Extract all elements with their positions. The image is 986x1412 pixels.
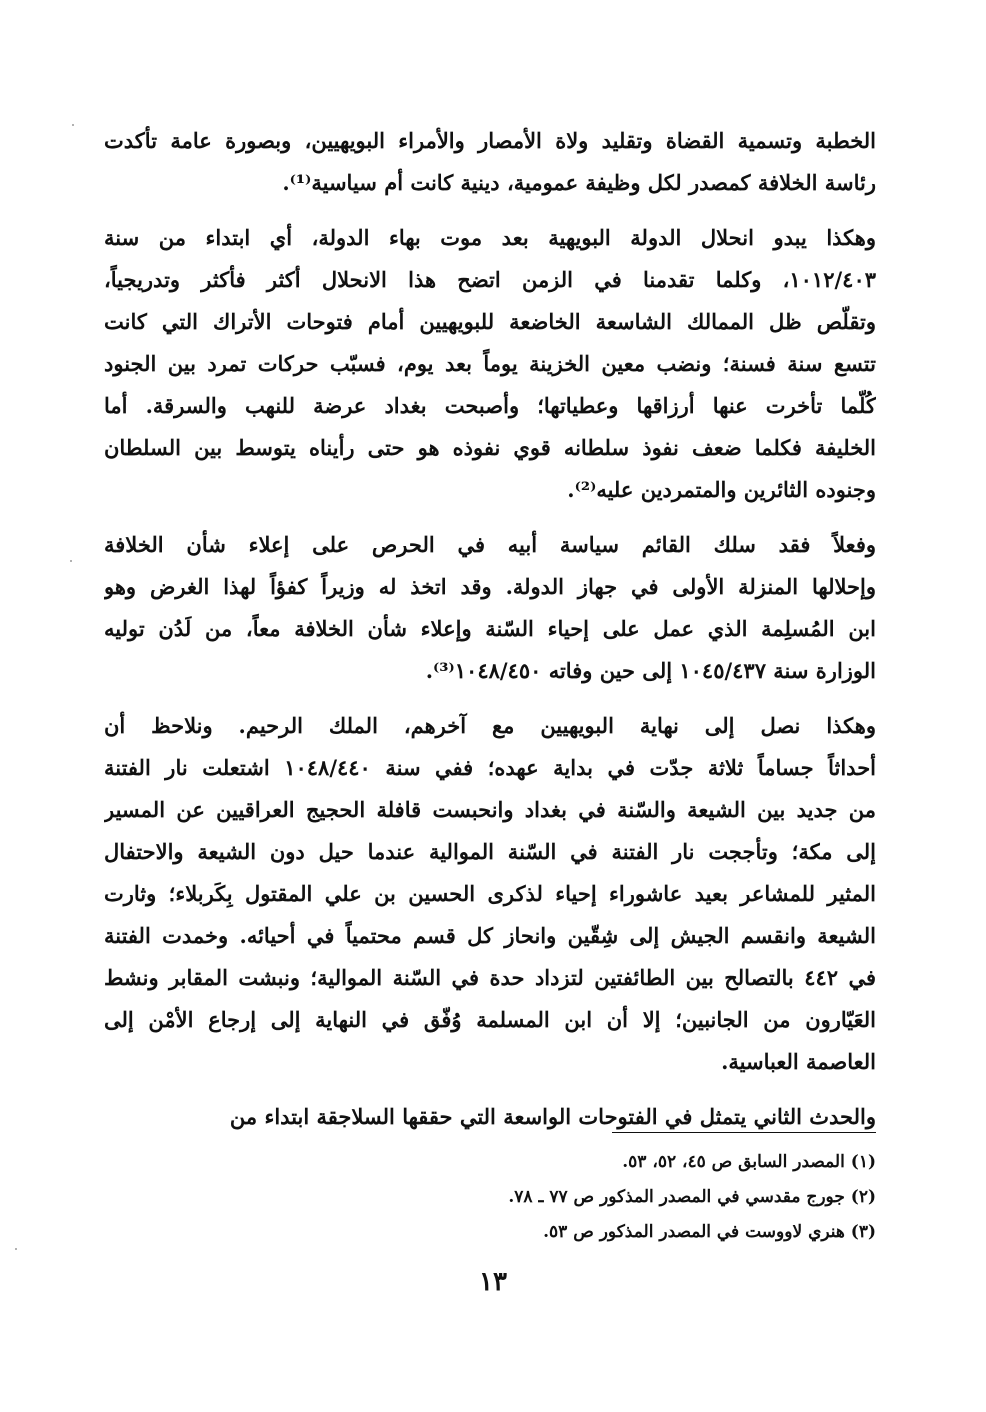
paragraph-gap	[104, 204, 876, 217]
footnote: (٣) هنري لاووست في المصدر المذكور ص ٥٣.	[543, 1222, 876, 1242]
footnotes	[300, 1145, 876, 1250]
text-line: ابن المُسلِمة الذي عمل على إحياء السّنة وإعلاء شأن الخلافة معاً، من لَدُن توليه	[104, 616, 876, 641]
text-line: إلى مكة؛ وتأججت نار الفتنة في السّنة الموالية عندما حيل دون الشيعة والاحتفال	[104, 839, 876, 864]
paragraph	[104, 705, 876, 1083]
text-line: وجنوده الثائرين والمتمردين عليه⁽²⁾.	[567, 477, 876, 502]
text-line: أحداثاً جساماً ثلاثة جدّت في بداية عهده؛ ففي سنة ١٠٤٨/٤٤٠ اشتعلت نار الفتنة	[104, 755, 876, 780]
scan-speck	[70, 560, 72, 562]
paragraph-gap	[104, 511, 876, 524]
footnote-separator	[612, 1132, 876, 1133]
scan-speck	[15, 1248, 17, 1250]
text-line: وهكذا يبدو انحلال الدولة البويهية بعد موت بهاء الدولة، أي ابتداء من سنة	[104, 225, 876, 250]
text-line: في ٤٤٢ بالتصالح بين الطائفتين لتزداد حدة في السّنة الموالية؛ ونبشت المقابر ونشط	[104, 965, 876, 990]
text-line: وفعلاً فقد سلك القائم سياسة أبيه في الحرص على إعلاء شأن الخلافة	[104, 532, 876, 557]
text-line: كُلّما تأخرت عنها أرزاقها وعطياتها؛ وأصبحت بغداد عرضة للنهب والسرقة. أما	[104, 393, 876, 418]
text-line: وإحلالها المنزلة الأولى في جهاز الدولة. وقد اتخذ له وزيراً كفؤاً لهذا الغرض وهو	[104, 574, 876, 599]
paragraph	[104, 120, 876, 204]
text-line: من جديد بين الشيعة والسّنة في بغداد وانحبست قافلة الحجيج العراقيين عن المسير	[104, 797, 876, 822]
paragraph	[104, 217, 876, 511]
paragraph	[104, 524, 876, 692]
text-line: الوزارة سنة ١٠٤٥/٤٣٧ إلى حين وفاته ١٠٤٨/٤٥٠⁽³⁾.	[425, 658, 876, 683]
text-line: وتقلّص ظل الممالك الشاسعة الخاضعة للبويهيين أمام فتوحات الأتراك التي كانت	[104, 309, 876, 334]
text-line: الخطبة وتسمية القضاة وتقليد ولاة الأمصار والأمراء البويهيين، وبصورة عامة تأكدت	[104, 128, 876, 153]
page-number: ١٣	[479, 1267, 507, 1297]
footnote: (٢) جورج مقدسي في المصدر المذكور ص ٧٧ ـ ٧٨.	[508, 1187, 876, 1207]
text-line: وهكذا نصل إلى نهاية البويهيين مع آخرهم، الملك الرحيم. ونلاحظ أن	[104, 713, 876, 738]
text-line: والحدث الثاني يتمثل في الفتوحات الواسعة التي حققها السلاجقة ابتداء من	[229, 1104, 876, 1129]
text-line: رئاسة الخلافة كمصدر لكل وظيفة عمومية، دينية كانت أم سياسية⁽¹⁾.	[282, 170, 876, 195]
paragraph-gap	[104, 692, 876, 705]
body-text	[104, 120, 876, 1138]
footnote: (١) المصدر السابق ص ٤٥، ٥٢، ٥٣.	[622, 1152, 876, 1172]
text-line: الشيعة وانقسم الجيش إلى شِقّين وانحاز كل قسم محتمياً في أحيائه. وخمدت الفتنة	[104, 923, 876, 948]
paragraph-gap	[104, 1083, 876, 1096]
scan-speck	[72, 124, 74, 126]
text-line: العاصمة العباسية.	[721, 1049, 876, 1074]
text-line: الخليفة فكلما ضعف نفوذ سلطانه قوي نفوذه هو حتى رأيناه يتوسط بين السلطان	[104, 435, 876, 460]
text-line: ١٠١٢/٤٠٣، وكلما تقدمنا في الزمن اتضح هذا الانحلال أكثر فأكثر وتدريجياً،	[104, 267, 876, 292]
text-line: العَيّارون من الجانبين؛ إلا أن ابن المسلمة وُفّق في النهاية إلى إرجاع الأمْن إلى	[104, 1007, 876, 1032]
text-line: المثير للمشاعر بعيد عاشوراء إحياء لذكرى الحسين بن علي المقتول بِكَربلاء؛ وثارت	[104, 881, 876, 906]
text-line: تتسع سنة فسنة؛ ونضب معين الخزينة يوماً بعد يوم، فسبّب حركات تمرد بين الجنود	[104, 351, 876, 376]
